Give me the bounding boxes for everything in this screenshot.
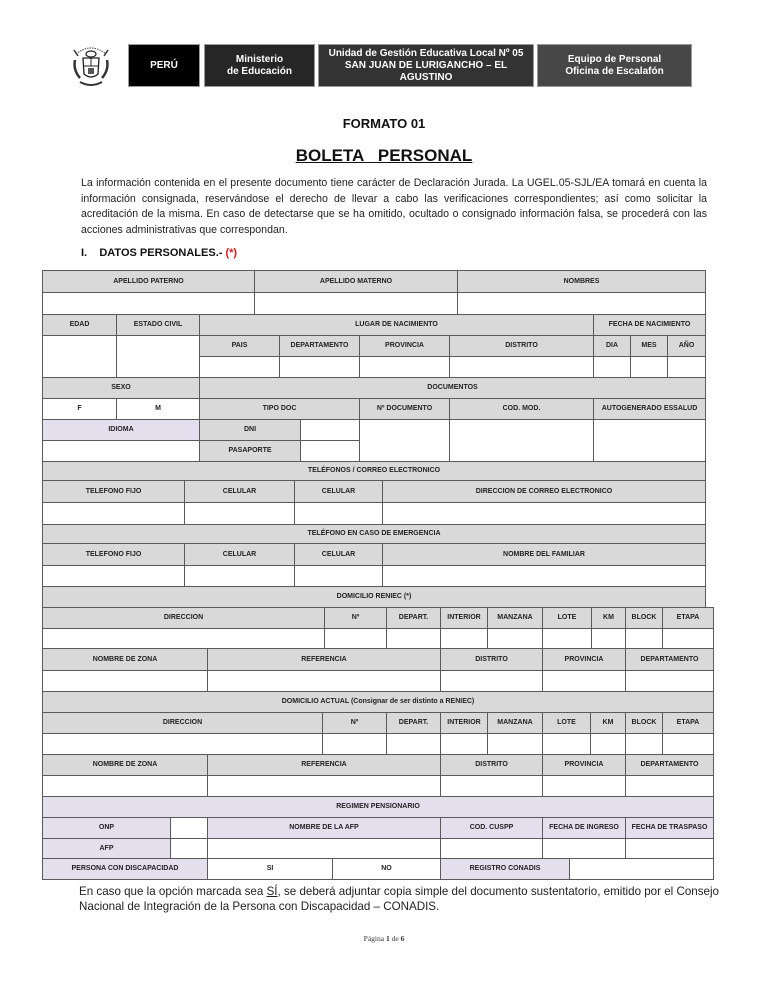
label-emergencia-fijo: TELEFONO FIJO	[42, 543, 185, 566]
label-actual-lote: LOTE	[542, 712, 591, 734]
label-documentos: DOCUMENTOS	[199, 377, 706, 399]
label-nombre-familiar: NOMBRE DEL FAMILIAR	[382, 543, 706, 566]
input-actual-departamento[interactable]	[625, 775, 714, 797]
label-mes: MES	[630, 335, 668, 357]
input-celular-2[interactable]	[294, 502, 383, 525]
checkbox-afp[interactable]	[170, 838, 208, 859]
label-autogenerado-essalud: AUTOGENERADO ESSALUD	[593, 398, 706, 420]
label-domicilio-reniec: DOMICILIO RENIEC (*)	[42, 586, 706, 608]
input-reniec-nro[interactable]	[324, 628, 387, 649]
page-prefix: Página	[363, 934, 385, 943]
input-distrito[interactable]	[449, 356, 594, 378]
label-actual-zona: NOMBRE DE ZONA	[42, 754, 208, 776]
input-registro-conadis[interactable]	[569, 858, 714, 880]
section-heading	[81, 247, 237, 259]
input-telefono-fijo[interactable]	[42, 502, 185, 525]
input-anio[interactable]	[667, 356, 706, 378]
label-reniec-lote: LOTE	[542, 607, 592, 629]
label-reniec-manzana: MANZANA	[487, 607, 543, 629]
label-estado-civil: ESTADO CIVIL	[116, 314, 200, 336]
input-actual-block[interactable]	[625, 733, 663, 755]
input-cod-cuspp[interactable]	[440, 838, 543, 859]
input-dni[interactable]	[300, 419, 360, 441]
label-actual-depart: DEPART.	[386, 712, 441, 734]
label-reniec-distrito: DISTRITO	[440, 648, 543, 671]
label-actual-referencia: REFERENCIA	[207, 754, 441, 776]
label-actual-nro: Nº	[322, 712, 387, 734]
label-onp: ONP	[42, 817, 171, 839]
page-current: 1	[385, 934, 390, 943]
footnote-part2: , se deberá adjuntar copia simple del documento sustentatorio, emitido por el Consejo Nacional de Integración de la Persona con Discapacidad – CONADIS.	[79, 885, 719, 913]
input-actual-lote[interactable]	[542, 733, 591, 755]
label-dia: DIA	[593, 335, 631, 357]
input-actual-etapa[interactable]	[662, 733, 714, 755]
input-autogenerado-essalud[interactable]	[593, 419, 706, 462]
label-celular-1: CELULAR	[184, 480, 295, 503]
input-provincia[interactable]	[359, 356, 450, 378]
input-correo[interactable]	[382, 502, 706, 525]
input-nombres[interactable]	[457, 292, 706, 315]
label-fecha-traspaso: FECHA DE TRASPASO	[625, 817, 714, 839]
label-telefonos-correo: TELÉFONOS / CORREO ELECTRONICO	[42, 461, 706, 481]
label-dni: DNI	[199, 419, 301, 441]
input-mes[interactable]	[630, 356, 668, 378]
label-actual-block: BLOCK	[625, 712, 663, 734]
label-reniec-direccion: DIRECCION	[42, 607, 325, 629]
label-fecha-ingreso: FECHA DE INGRESO	[542, 817, 626, 839]
label-departamento: DEPARTAMENTO	[279, 335, 360, 357]
label-provincia: PROVINCIA	[359, 335, 450, 357]
header-peru-label: PERÚ	[150, 59, 178, 71]
input-actual-manzana[interactable]	[487, 733, 543, 755]
input-emergencia-celular-2[interactable]	[294, 565, 383, 587]
input-cod-mod[interactable]	[449, 419, 594, 462]
label-cod-mod: COD. MOD.	[449, 398, 594, 420]
input-reniec-etapa[interactable]	[662, 628, 714, 649]
label-actual-departamento: DEPARTAMENTO	[625, 754, 714, 776]
label-actual-manzana: MANZANA	[487, 712, 543, 734]
input-actual-km[interactable]	[590, 733, 626, 755]
label-regimen-pensionario: REGIMEN PENSIONARIO	[42, 796, 714, 818]
header-ministerio-line2: de Educación	[226, 65, 292, 77]
input-nombre-familiar[interactable]	[382, 565, 706, 587]
option-discapacidad-si[interactable]: SI	[207, 858, 333, 880]
label-reniec-referencia: REFERENCIA	[207, 648, 441, 671]
footnote-underlined: SÍ	[266, 885, 278, 898]
section-number: I.	[81, 247, 88, 259]
input-actual-interior[interactable]	[440, 733, 488, 755]
input-estado-civil[interactable]	[116, 335, 200, 378]
label-anio: AÑO	[667, 335, 706, 357]
input-reniec-block[interactable]	[625, 628, 663, 649]
label-reniec-provincia: PROVINCIA	[542, 648, 626, 671]
header-box-peru	[128, 44, 200, 87]
input-actual-referencia[interactable]	[207, 775, 441, 797]
input-nro-documento[interactable]	[359, 419, 450, 462]
section-title: DATOS PERSONALES.-	[99, 247, 223, 259]
label-reniec-block: BLOCK	[625, 607, 663, 629]
label-registro-conadis: REGISTRO CONADIS	[440, 858, 570, 880]
label-reniec-departamento: DEPARTAMENTO	[625, 648, 714, 671]
input-fecha-traspaso[interactable]	[625, 838, 714, 859]
label-celular-2: CELULAR	[294, 480, 383, 503]
input-reniec-interior[interactable]	[440, 628, 488, 649]
label-tipo-doc: TIPO DOC	[199, 398, 360, 420]
label-telefono-fijo: TELEFONO FIJO	[42, 480, 185, 503]
option-discapacidad-no[interactable]: NO	[332, 858, 441, 880]
input-pasaporte[interactable]	[300, 440, 360, 462]
input-actual-provincia[interactable]	[542, 775, 626, 797]
label-actual-km: KM	[590, 712, 626, 734]
header-escalafon-line2: Oficina de Escalafón	[565, 65, 664, 77]
label-nombres: NOMBRES	[457, 270, 706, 293]
input-reniec-manzana[interactable]	[487, 628, 543, 649]
required-marker: (*)	[225, 247, 238, 259]
page-total: 6	[400, 934, 405, 943]
label-emergencia: TELÉFONO EN CASO DE EMERGENCIA	[42, 524, 706, 544]
label-lugar-nacimiento: LUGAR DE NACIMIENTO	[199, 314, 594, 336]
label-reniec-nro: Nº	[324, 607, 387, 629]
label-fecha-nacimiento: FECHA DE NACIMIENTO	[593, 314, 706, 336]
input-emergencia-fijo[interactable]	[42, 565, 185, 587]
input-reniec-departamento[interactable]	[625, 670, 714, 692]
page-sep: de	[391, 934, 399, 943]
input-celular-1[interactable]	[184, 502, 295, 525]
checkbox-onp[interactable]	[170, 817, 208, 839]
header-box-escalafon	[537, 44, 692, 87]
label-cod-cuspp: COD. CUSPP	[440, 817, 543, 839]
input-fecha-ingreso[interactable]	[542, 838, 626, 859]
input-emergencia-celular-1[interactable]	[184, 565, 295, 587]
input-reniec-lote[interactable]	[542, 628, 592, 649]
label-apellido-materno: APELLIDO MATERNO	[254, 270, 458, 293]
input-reniec-distrito[interactable]	[440, 670, 543, 692]
label-actual-interior: INTERIOR	[440, 712, 488, 734]
label-edad: EDAD	[42, 314, 117, 336]
input-apellido-materno[interactable]	[254, 292, 458, 315]
header-escalafon-line1: Equipo de Personal	[567, 53, 662, 65]
label-reniec-interior: INTERIOR	[440, 607, 488, 629]
input-actual-zona[interactable]	[42, 775, 208, 797]
label-nro-documento: Nº DOCUMENTO	[359, 398, 450, 420]
input-apellido-paterno[interactable]	[42, 292, 255, 315]
label-pasaporte: PASAPORTE	[199, 440, 301, 462]
footnote-part1: En caso que la opción marcada sea	[79, 885, 267, 898]
format-label: FORMATO 01	[342, 116, 426, 131]
label-reniec-km: KM	[591, 607, 626, 629]
input-reniec-zona[interactable]	[42, 670, 208, 692]
input-actual-direccion[interactable]	[42, 733, 323, 755]
label-emergencia-celular-2: CELULAR	[294, 543, 383, 566]
input-reniec-referencia[interactable]	[207, 670, 441, 692]
input-pais[interactable]	[199, 356, 280, 378]
input-actual-distrito[interactable]	[440, 775, 543, 797]
intro-paragraph: La información contenida en el presente documento tiene carácter de Declaración Jurada. La UGEL.05-SJL/EA tomará en cuenta la información consignada, reservándose el derecho de llevar a cabo las verificaciones correspondientes; así como solicitar la acreditación de la misma. En caso de detectarse que se ha omitido, ocultado o consignado información falsa, se procederá con las acciones administrativas que correspondan.	[81, 177, 707, 236]
option-sexo-m[interactable]: M	[116, 398, 200, 420]
label-distrito: DISTRITO	[449, 335, 594, 357]
input-dia[interactable]	[593, 356, 631, 378]
label-actual-etapa: ETAPA	[662, 712, 714, 734]
input-actual-depart[interactable]	[386, 733, 441, 755]
input-edad[interactable]	[42, 335, 117, 378]
footnote	[79, 884, 719, 914]
option-sexo-f[interactable]: F	[42, 398, 117, 420]
header-box-ugel	[318, 44, 534, 87]
input-reniec-provincia[interactable]	[542, 670, 626, 692]
label-persona-discapacidad: PERSONA CON DISCAPACIDAD	[42, 858, 208, 880]
header-ugel-line2: SAN JUAN DE LURIGANCHO – EL AGUSTINO	[344, 59, 508, 83]
input-idioma[interactable]	[42, 440, 200, 462]
label-domicilio-actual: DOMICILIO ACTUAL (Consignar de ser distinto a RENIEC)	[42, 691, 714, 713]
label-pais: PAIS	[199, 335, 280, 357]
label-emergencia-celular-1: CELULAR	[184, 543, 295, 566]
peru-coat-of-arms-icon	[70, 42, 112, 90]
label-correo: DIRECCION DE CORREO ELECTRONICO	[382, 480, 706, 503]
label-apellido-paterno: APELLIDO PATERNO	[42, 270, 255, 293]
input-actual-nro[interactable]	[322, 733, 387, 755]
header-ministerio-line1: Ministerio	[235, 53, 284, 65]
input-departamento[interactable]	[279, 356, 360, 378]
page-title: BOLETA PERSONAL	[295, 146, 473, 165]
label-actual-direccion: DIRECCION	[42, 712, 323, 734]
input-reniec-depart[interactable]	[386, 628, 441, 649]
label-sexo: SEXO	[42, 377, 200, 399]
page-number	[0, 934, 768, 943]
input-reniec-km[interactable]	[591, 628, 626, 649]
header-ugel-line1: Unidad de Gestión Educativa Local Nº 05	[328, 47, 524, 59]
input-reniec-direccion[interactable]	[42, 628, 325, 649]
label-idioma: IDIOMA	[42, 419, 200, 441]
label-afp: AFP	[42, 838, 171, 859]
header-box-ministerio	[204, 44, 315, 87]
input-nombre-afp[interactable]	[207, 838, 441, 859]
label-actual-distrito: DISTRITO	[440, 754, 543, 776]
label-reniec-zona: NOMBRE DE ZONA	[42, 648, 208, 671]
label-actual-provincia: PROVINCIA	[542, 754, 626, 776]
label-reniec-etapa: ETAPA	[662, 607, 714, 629]
label-reniec-depart: DEPART.	[386, 607, 441, 629]
label-nombre-afp: NOMBRE DE LA AFP	[207, 817, 441, 839]
